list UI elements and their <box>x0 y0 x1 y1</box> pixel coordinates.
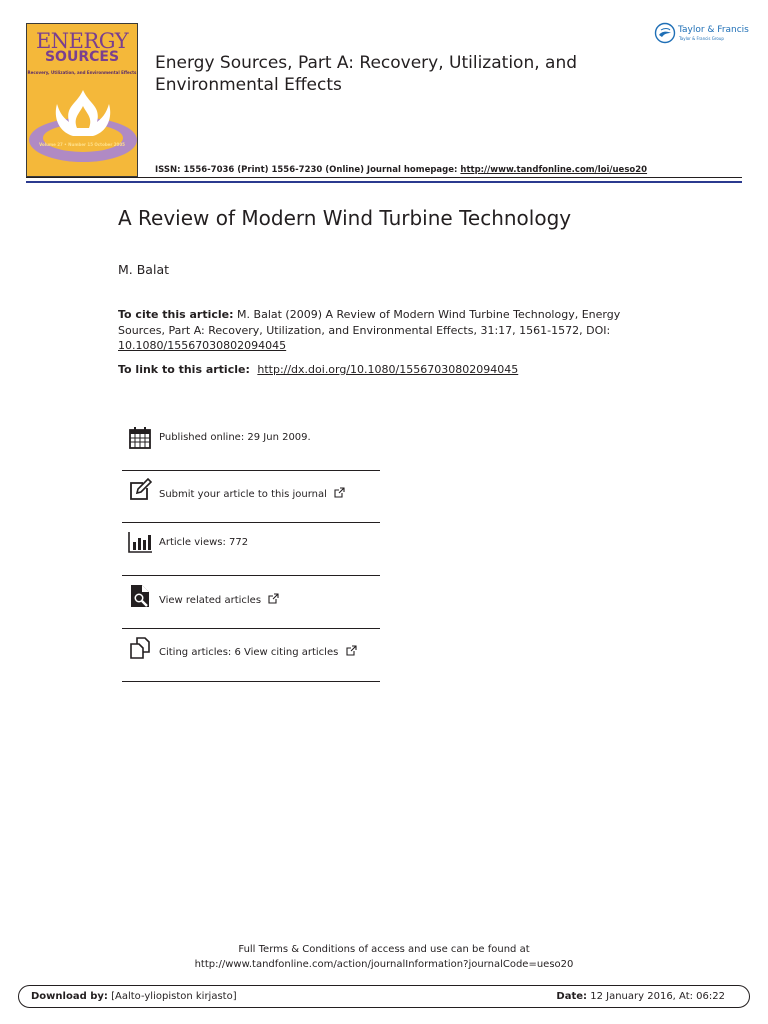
article-link-line <box>118 363 518 376</box>
terms-line-1: Full Terms & Conditions of access and use can be found at <box>238 944 530 955</box>
article-views: Article views: 772 <box>159 537 249 548</box>
cover-volume: Volume 27 • Number 15 October 2005 <box>39 142 125 147</box>
cover-title-line1: ENERGY <box>35 29 129 53</box>
meta-divider <box>122 470 380 471</box>
journal-title: Energy Sources, Part A: Recovery, Utilization, and Environmental Effects <box>155 53 578 95</box>
meta-divider <box>122 575 380 576</box>
meta-divider <box>122 681 380 682</box>
meta-divider <box>122 628 380 629</box>
cite-doi-link[interactable]: 10.1080/15567030802094045 <box>118 339 287 352</box>
link-label: To link to this article: <box>118 363 250 376</box>
related-articles-link[interactable]: View related articles <box>159 595 262 606</box>
cover-flame-art <box>27 82 138 162</box>
article-author: M. Balat <box>118 262 170 277</box>
publisher-group: Taylor & Francis Group <box>679 36 724 41</box>
issn-text: ISSN: 1556-7036 (Print) 1556-7230 (Online) Journal homepage: <box>155 165 458 175</box>
external-link-icon <box>268 593 279 604</box>
terms-notice <box>0 942 768 972</box>
publisher-name: Taylor & Francis <box>678 25 749 35</box>
meta-divider <box>122 522 380 523</box>
article-doi-link[interactable]: http://dx.doi.org/10.1080/15567030802094045 <box>257 363 519 376</box>
journal-homepage-link[interactable]: http://www.tandfonline.com/loi/ueso20 <box>460 165 648 175</box>
cover-title-line2: SOURCES <box>44 49 120 65</box>
submit-article-link[interactable]: Submit your article to this journal <box>159 489 327 500</box>
related-row[interactable] <box>122 582 380 634</box>
article-title: A Review of Modern Wind Turbine Technology <box>118 206 572 230</box>
cite-text: M. Balat (2009) A Review of Modern Wind Turbine Technology, Energy Sources, Part A: Recovery, Utilization, and Environmental Effects, 31:17, 1561-1572, DOI: <box>118 308 621 337</box>
published-row <box>122 422 380 474</box>
published-date: Published online: 29 Jun 2009. <box>159 432 311 443</box>
search-document-icon <box>128 584 152 608</box>
bar-chart-icon <box>128 530 152 554</box>
views-row <box>122 528 380 580</box>
citing-row[interactable] <box>122 634 380 686</box>
download-info-bar <box>18 985 750 1008</box>
date-value: 12 January 2016, At: 06:22 <box>590 991 725 1002</box>
citation-block <box>118 307 638 354</box>
issn-line <box>155 165 647 175</box>
edit-icon <box>128 478 152 502</box>
submit-row[interactable] <box>122 476 380 528</box>
calendar-icon <box>128 426 152 450</box>
journal-cover-image <box>26 23 138 177</box>
external-link-icon <box>334 487 345 498</box>
header-divider-thick <box>26 181 742 183</box>
cover-subtitle: Recovery, Utilization, and Environmental Effects <box>27 70 137 75</box>
citing-icon <box>128 636 152 660</box>
taylor-francis-logo[interactable] <box>654 22 749 46</box>
download-value: [Aalto-yliopiston kirjasto] <box>111 991 237 1002</box>
header-divider-thin <box>26 177 742 178</box>
citing-articles-link[interactable]: Citing articles: 6 View citing articles <box>159 647 339 658</box>
taylor-francis-logo-icon <box>654 22 676 44</box>
date-label: Date: <box>556 991 588 1002</box>
download-label: Download by: <box>31 991 108 1002</box>
cite-label: To cite this article: <box>118 308 234 321</box>
external-link-icon <box>346 645 357 656</box>
terms-url[interactable]: http://www.tandfonline.com/action/journalInformation?journalCode=ueso20 <box>194 959 574 970</box>
